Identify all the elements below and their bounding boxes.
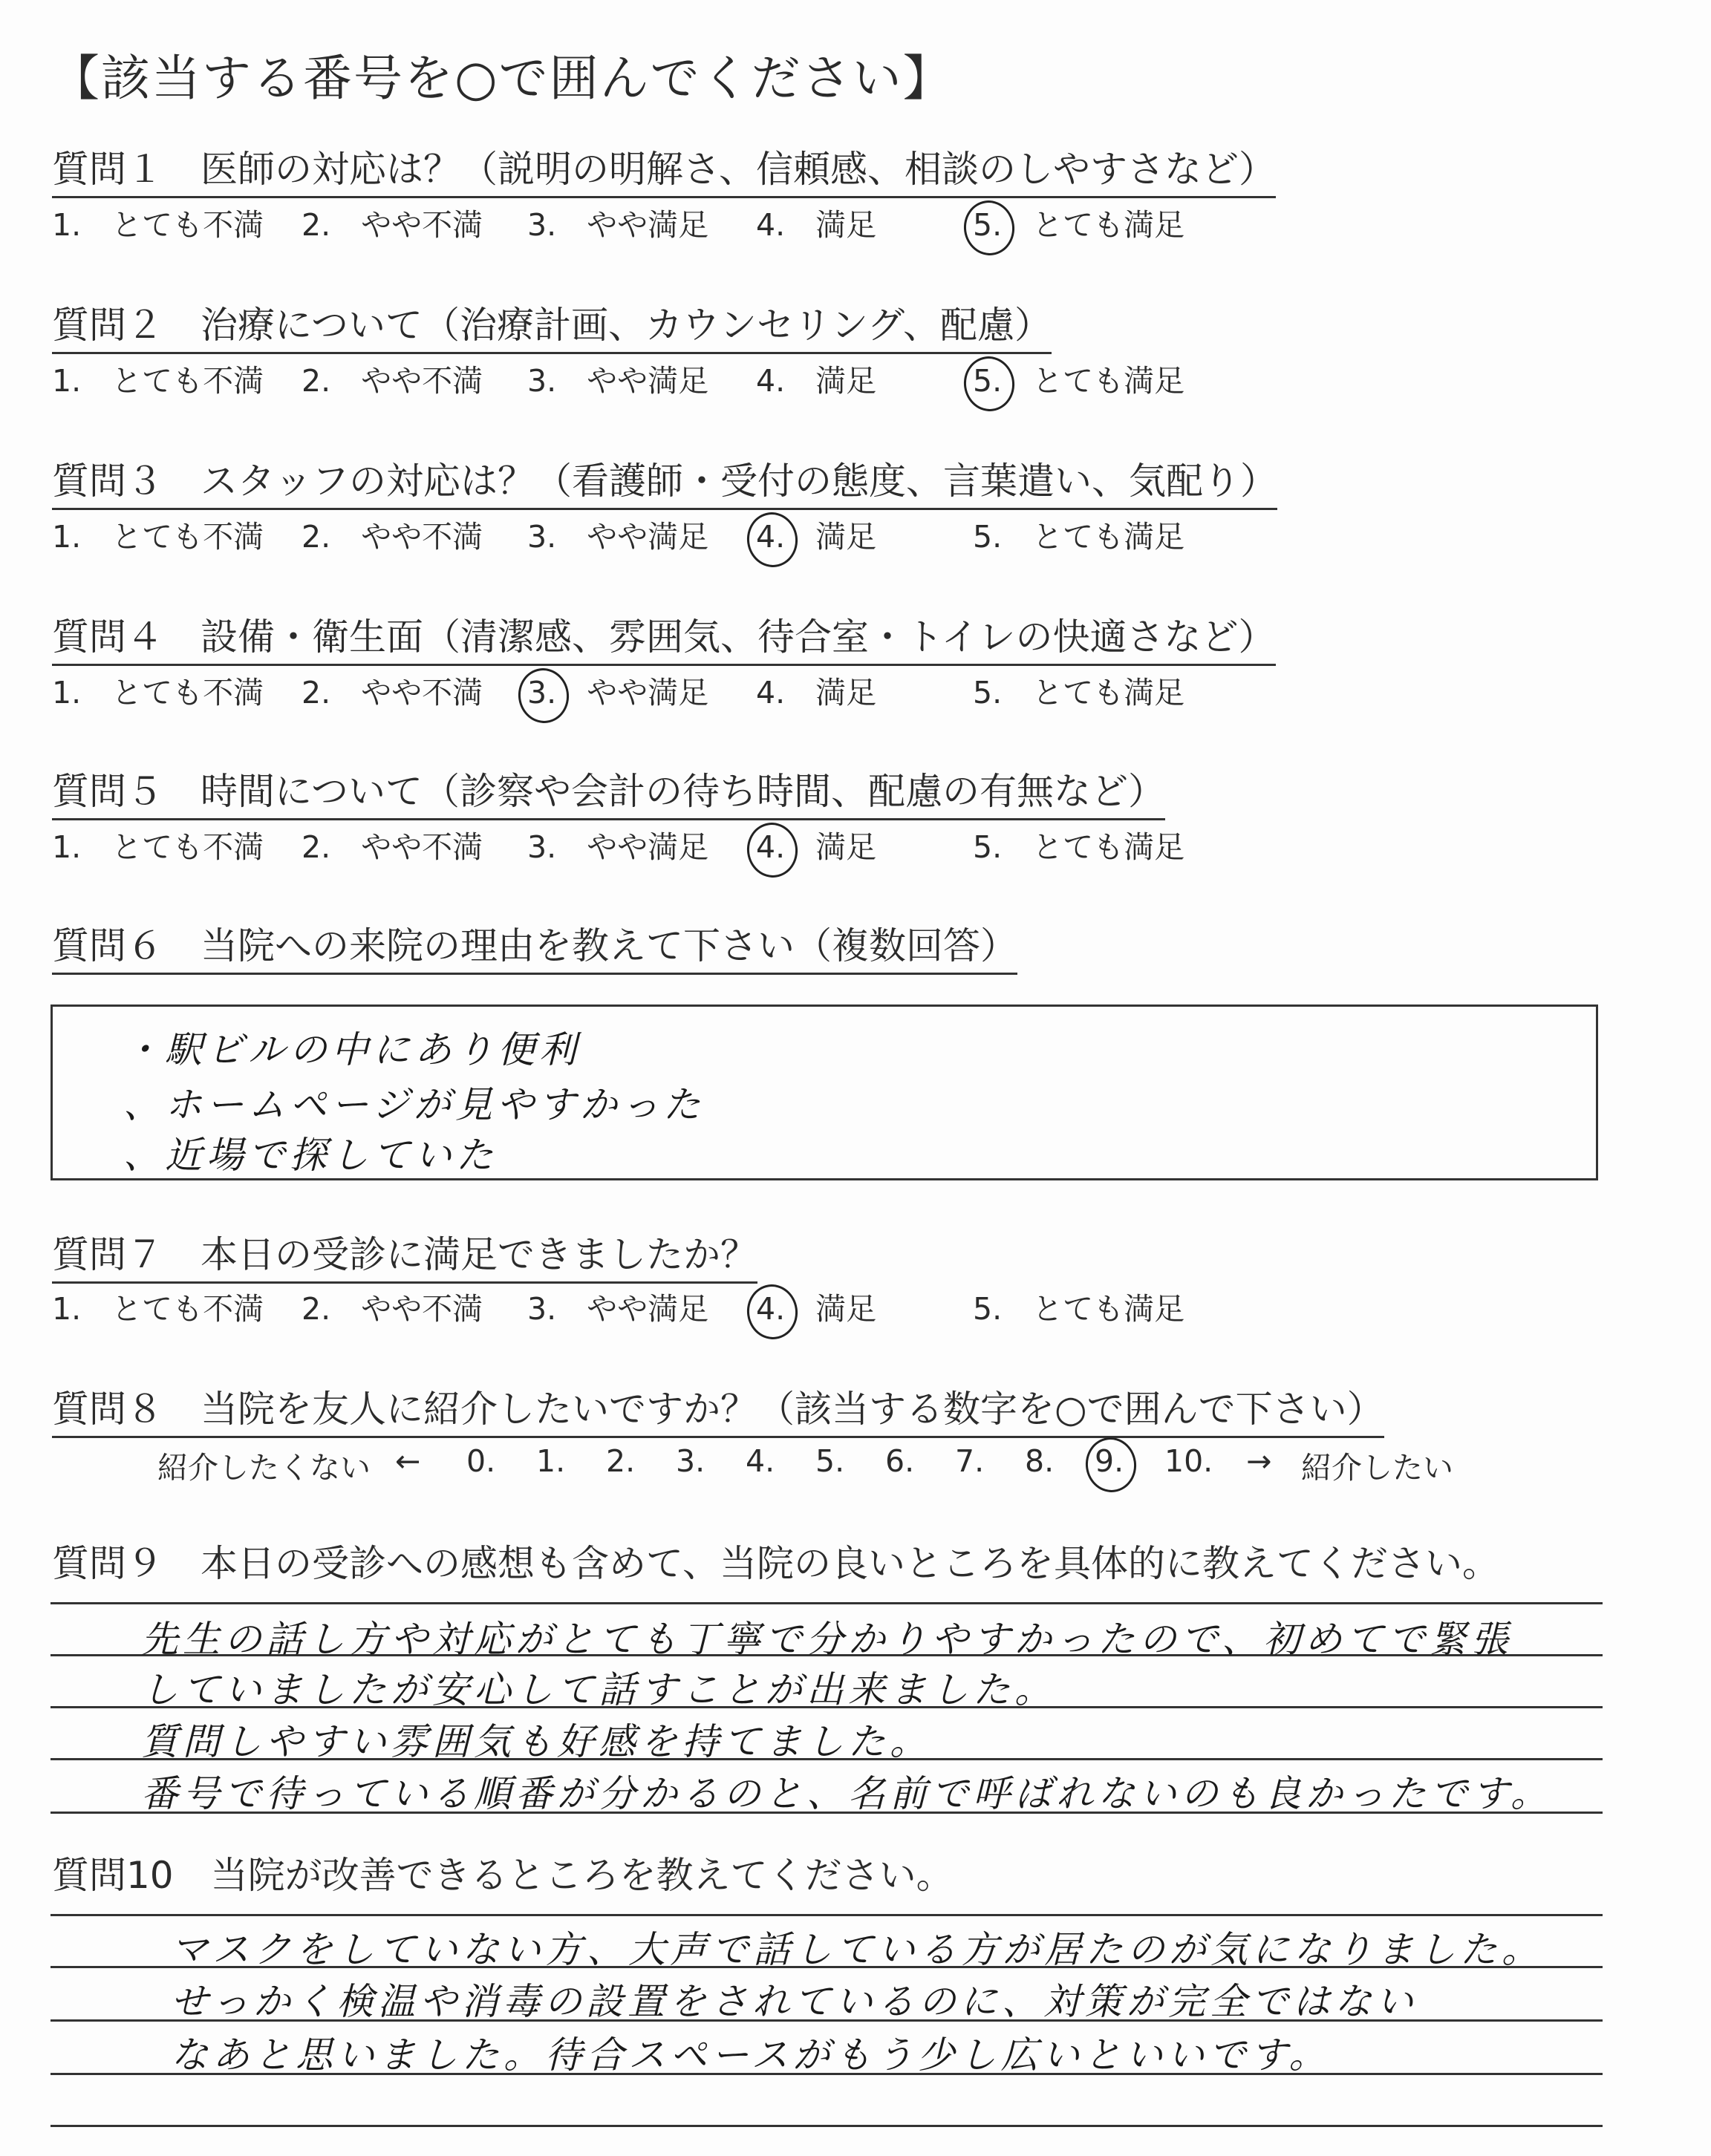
option-5[interactable]: 5. とても満足 <box>973 1291 1185 1327</box>
option-5[interactable]: 5. とても満足 <box>973 829 1185 865</box>
option-3[interactable]: 3. やや満足 <box>527 1291 709 1327</box>
q8-scale-7[interactable]: 7. <box>955 1443 985 1479</box>
q10-answer-line: なあと思いました。待合スペースがもう少し広いといいです。 <box>171 2034 1331 2077</box>
option-2[interactable]: 2. やや不満 <box>302 1291 483 1327</box>
q10-answer-line: マスクをしていない方、大声で話している方が居たのが気になりました。 <box>171 1928 1543 1971</box>
q3-title: 質問３ スタッフの対応は？（看護師・受付の態度、言葉遣い、気配り） <box>52 459 1277 510</box>
q8-scale <box>0 1443 1711 1488</box>
q7-title: 質問７ 本日の受診に満足できましたか？ <box>52 1232 757 1284</box>
q8-scale-9-selected[interactable]: 9. <box>1095 1443 1124 1479</box>
q10-rule <box>50 1914 1603 1916</box>
option-5[interactable]: 5. とても満足 <box>973 519 1185 555</box>
option-4-selected[interactable]: 4. 満足 <box>756 829 877 865</box>
q8-title: 質問８ 当院を友人に紹介したいですか？（該当する数字を○で囲んで下さい） <box>52 1387 1384 1438</box>
q8-scale-3[interactable]: 3. <box>676 1443 705 1479</box>
option-5-selected[interactable]: 5. とても満足 <box>973 363 1185 399</box>
q6-title: 質問６ 当院への来院の理由を教えて下さい（複数回答） <box>52 924 1017 975</box>
q9-rule <box>50 1602 1603 1604</box>
option-1[interactable]: 1. とても不満 <box>52 1291 264 1327</box>
option-4-selected[interactable]: 4. 満足 <box>756 1291 877 1327</box>
option-1[interactable]: 1. とても不満 <box>52 363 264 399</box>
option-4[interactable]: 4. 満足 <box>756 675 877 710</box>
option-2[interactable]: 2. やや不満 <box>302 829 483 865</box>
q8-scale-1[interactable]: 1. <box>536 1443 566 1479</box>
q5-title: 質問５ 時間について（診察や会計の待ち時間、配慮の有無など） <box>52 769 1165 820</box>
q9-answer-line: していましたが安心して話すことが出来ました。 <box>141 1668 1056 1711</box>
q8-left-label: 紹介したくない <box>157 1450 371 1486</box>
q9-answer-line: 番号で待っている順番が分かるのと、名前で呼ばれないのも良かったです。 <box>141 1772 1552 1815</box>
q8-scale-0[interactable]: 0. <box>466 1443 496 1479</box>
option-4[interactable]: 4. 満足 <box>756 363 877 399</box>
q10-answer-line: せっかく検温や消毒の設置をされているのに、対策が完全ではない <box>171 1980 1418 2023</box>
q9-answer-line: 質問しやすい雰囲気も好感を持てました。 <box>141 1720 931 1763</box>
q8-right-arrow: → <box>1246 1443 1272 1479</box>
q1-title: 質問１ 医師の対応は？（説明の明解さ、信頼感、相談のしやすさなど） <box>52 147 1276 198</box>
option-2[interactable]: 2. やや不満 <box>302 363 483 399</box>
q10-rule <box>50 2125 1603 2127</box>
option-3-selected[interactable]: 3. やや満足 <box>527 675 709 710</box>
option-2[interactable]: 2. やや不満 <box>302 207 483 243</box>
option-1[interactable]: 1. とても不満 <box>52 829 264 865</box>
q8-left-arrow: ← <box>395 1443 421 1479</box>
option-1[interactable]: 1. とても不満 <box>52 675 264 710</box>
q9-title: 質問９ 本日の受診への感想も含めて、当院の良いところを具体的に教えてください。 <box>52 1542 1499 1585</box>
q8-scale-6[interactable]: 6. <box>885 1443 915 1479</box>
option-4-selected[interactable]: 4. 満足 <box>756 519 877 555</box>
q8-scale-4[interactable]: 4. <box>746 1443 775 1479</box>
option-3[interactable]: 3. やや満足 <box>527 207 709 243</box>
q9-answer-line: 先生の話し方や対応がとても丁寧で分かりやすかったので、初めてで緊張 <box>141 1618 1513 1661</box>
option-4[interactable]: 4. 満足 <box>756 207 877 243</box>
option-5[interactable]: 5. とても満足 <box>973 675 1185 710</box>
q6-answer: 、近場で探していた <box>123 1134 498 1177</box>
q8-scale-5[interactable]: 5. <box>815 1443 845 1479</box>
option-2[interactable]: 2. やや不満 <box>302 675 483 710</box>
q2-title: 質問２ 治療について（治療計画、カウンセリング、配慮） <box>52 303 1052 354</box>
page-title: 【該当する番号を○で囲んでください】 <box>50 50 954 107</box>
q8-scale-2[interactable]: 2. <box>606 1443 636 1479</box>
option-3[interactable]: 3. やや満足 <box>527 363 709 399</box>
q10-title: 質問10 当院が改善できるところを教えてください。 <box>52 1854 954 1897</box>
option-3[interactable]: 3. やや満足 <box>527 519 709 555</box>
q6-answer: 、ホームページが見やすかった <box>123 1083 705 1126</box>
q8-right-label: 紹介したい <box>1301 1450 1453 1486</box>
option-5-selected[interactable]: 5. とても満足 <box>973 207 1185 243</box>
q6-answer-box <box>50 1004 1598 1180</box>
q8-scale-8[interactable]: 8. <box>1025 1443 1055 1479</box>
option-1[interactable]: 1. とても不満 <box>52 519 264 555</box>
option-2[interactable]: 2. やや不満 <box>302 519 483 555</box>
q8-scale-10[interactable]: 10. <box>1164 1443 1213 1479</box>
option-1[interactable]: 1. とても不満 <box>52 207 264 243</box>
option-3[interactable]: 3. やや満足 <box>527 829 709 865</box>
q4-title: 質問４ 設備・衛生面（清潔感、雰囲気、待合室・トイレの快適さなど） <box>52 615 1276 666</box>
q6-answer: ・駅ビルの中にあり便利 <box>123 1028 581 1071</box>
